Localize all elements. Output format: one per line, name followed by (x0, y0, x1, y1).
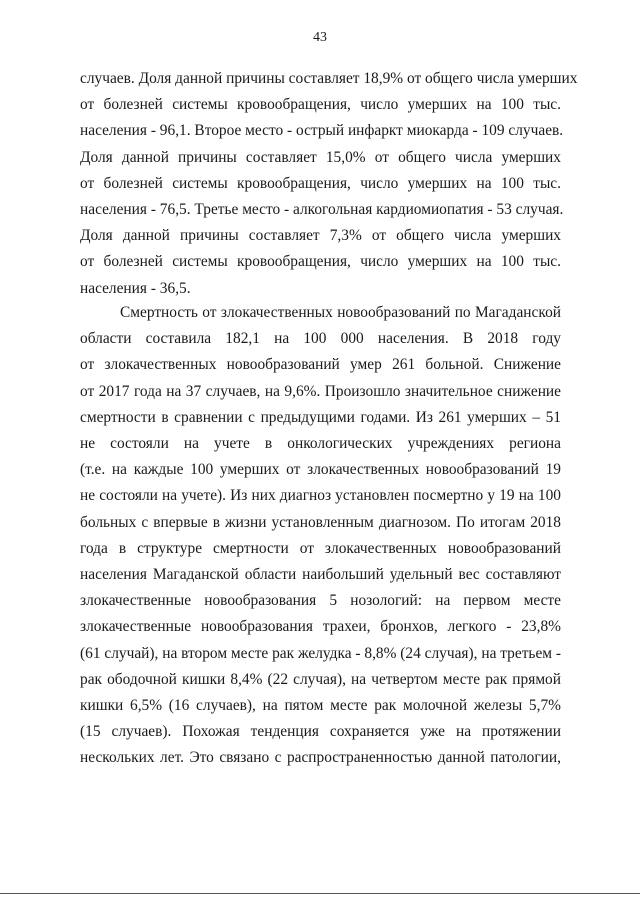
paragraph-2 (80, 300, 561, 772)
text-line: смертности в сравнении с предыдущими годами. Из 261 умерших – 51 (80, 408, 561, 426)
page-bottom-edge (0, 893, 640, 894)
text-line: (61 случай), на втором месте рак желудка - 8,8% (24 случая), на третьем - (80, 644, 561, 662)
text-line: от болезней системы кровообращения, число умерших на 100 тыс. (80, 174, 561, 192)
text-line: не состояли на учете в онкологических учреждениях региона (80, 435, 561, 453)
text-line: (т.е. на каждые 100 умерших от злокачественных новообразований 19 (80, 461, 561, 479)
text-line: населения - 36,5. (80, 279, 191, 297)
page-number: 43 (313, 30, 327, 45)
paragraph-1 (80, 66, 578, 302)
text-line: злокачественные новообразования 5 нозологий: на первом месте (80, 592, 561, 610)
text-line: злокачественные новообразования трахеи, бронхов, легкого - 23,8% (80, 618, 561, 636)
text-line: (15 случаев). Похожая тенденция сохраняется уже на протяжении (80, 723, 561, 741)
text-line: года в структуре смертности от злокачественных новообразований (80, 539, 561, 557)
text-line: от болезней системы кровообращения, число умерших на 100 тыс. (80, 96, 561, 114)
text-line: населения - 76,5. Третье место - алкогольная кардиомиопатия - 53 случая. (80, 201, 564, 219)
text-line: Смертность от злокачественных новообразований по Магаданской (120, 304, 561, 321)
text-line: нескольких лет. Это связано с распространенностью данной патологии, (80, 749, 561, 767)
text-line: области составила 182,1 на 100 000 населения. В 2018 году (80, 330, 561, 348)
text-line: кишки 6,5% (16 случаев), на пятом месте рак молочной железы 5,7% (80, 697, 561, 715)
text-line: населения - 96,1. Второе место - острый инфаркт миокарда - 109 случаев. (80, 122, 564, 140)
text-line: от 2017 года на 37 случаев, на 9,6%. Произошло значительное снижение (80, 382, 561, 400)
text-line: рак ободочной кишки 8,4% (22 случая), на четвертом месте рак прямой (80, 670, 561, 688)
text-line: больных с впервые в жизни установленным диагнозом. По итогам 2018 (80, 513, 561, 531)
text-line: не состояли на учете). Из них диагноз установлен посмертно у 19 на 100 (80, 487, 561, 505)
text-line: от болезней системы кровообращения, число умерших на 100 тыс. (80, 253, 561, 271)
text-line: от злокачественных новообразований умер 261 больной. Снижение (80, 356, 561, 374)
text-line: Доля данной причины составляет 7,3% от общего числа умерших (80, 227, 561, 245)
text-line: случаев. Доля данной причины составляет 18,9% от общего числа умерших (80, 70, 578, 87)
text-line: населения Магаданской области наибольший удельный вес составляют (80, 566, 561, 584)
text-line: Доля данной причины составляет 15,0% от общего числа умерших (80, 148, 561, 166)
